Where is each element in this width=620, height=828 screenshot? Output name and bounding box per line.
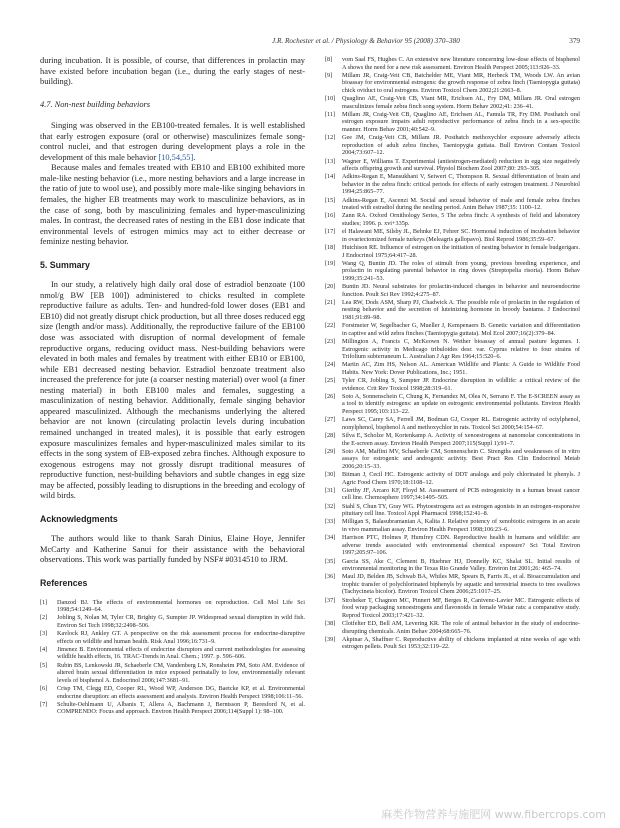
- running-head: J.R. Rochester et al. / Physiology & Behavior 95 (2008) 370–380: [272, 37, 460, 45]
- paragraph-singing-text: Singing was observed in the EB100-treated females. It is well established that early estrogen exposure (oral or otherwise) masculinizes female song-control nuclei, and that estrogen during development plays a role in the development of this male behavior: [40, 121, 305, 162]
- reference-item: [325, 573, 580, 596]
- reference-text: Clotfelter ED, Bell AM, Levering KR. The role of animal behavior in the study of endocrine-disrupting chemicals. Anim Behav 2004;68:665–76.: [342, 620, 580, 635]
- reference-number: [7]: [40, 700, 48, 708]
- paragraph-acknowledgments: The authors would like to thank Sarah Dinius, Elaine Hoye, Jennifer McCarty and Katherine Sanui for their assistance with the behavioral observations. This work was partially funded by NSF# #0314510 to JRM.: [40, 534, 305, 565]
- watermark: 麻类作物营养与施肥网 www.fibercrops.com: [381, 808, 606, 821]
- reference-text: Akpinar A, Shaffner C. Reproductive ability of chickens implanted at nine weeks of age with estrogen pellets. Poult Sci 1953;32:119–22.: [342, 635, 580, 651]
- reference-text: Milligan S, Balasubramanian A, Kalita J. Relative potency of xenobiotic estrogens in an acute in vivo mammalian assay. Environ Health Perspect 1998;106:23–6.: [342, 518, 580, 533]
- reference-number: [22]: [325, 322, 336, 330]
- reference-item: [325, 299, 580, 322]
- reference-text: Gee JM, Craig-Veit CB, Millam JR. Posthatch methoxychlor exposure adversely affects reproduction of adult zebra finches, Taeniopygia guttata. Bull Environ Contam Toxicol 2004;73:607–12.: [342, 134, 580, 157]
- reference-item: [40, 662, 305, 685]
- reference-number: [19]: [325, 259, 336, 267]
- reference-number: [16]: [325, 212, 336, 220]
- reference-text: el Halawani ME, Silsby JL, Behnke EJ, Fehrer SC. Hormonal induction of incubation behavior in ovariectomized female turkeys (Meleagris gallopavo). Biol Reprod 1986;35:59–67.: [342, 228, 580, 243]
- reference-text: Zann RA. Oxford Ornithology Series, 5 The zebra finch: A synthesis of field and laboratory studies; 1996. p. xvi+335p.: [342, 212, 580, 227]
- reference-text: Jimenez B. Environmental effects of endocrine disruptors and current methodologies for assessing wildlife health effects, 16. TRAC-Trends in Anal. Chem.; 1997. p. 596–606.: [57, 645, 305, 661]
- reference-text: Jobling S, Nolan M, Tyler CR, Brighty G, Sumpter JP. Widespread sexual disruption in wild fish. Environ Sci Tech 1998;32:2498–506.: [57, 614, 305, 629]
- reference-number: [23]: [325, 338, 336, 345]
- reference-text: Stroheker T, Chagnon MC, Pinnert MF, Berges R, Canivenc-Lavier MC. Estrogenic effects of food wrap packaging xenoestrogens and flavonoids in female Wistar rats: a comparative study. Reprod Toxicol 2003;17:421–32.: [342, 596, 580, 619]
- reference-item: [325, 56, 580, 71]
- reference-item: [40, 646, 305, 661]
- reference-item: [325, 283, 580, 298]
- reference-text: Crisp TM, Clegg ED, Cooper RL, Wood WP, Anderson DG, Baetcke KP, et al. Environmental endocrine disruption: an effects assessment and analysis. Environ Health Perspect 1998;106:11–56.: [57, 684, 305, 700]
- reference-text: Buntin JD. Neural substrates for prolactin-induced changes in behavior and neuroendocrine function. Poult Sci Rev 1992;4:275–87.: [342, 283, 580, 298]
- reference-text: Schulte-Oehlmann U, Albanis T, Allera A, Bachmann J, Berntsson P, Beresford N, et al. COMPRENDO: Focus and approach. Environ Health Perspect 2006;114(Suppl 1): 98–100.: [57, 700, 305, 716]
- reference-text: Lea RW, Dods ASM, Sharp PJ, Chadwick A. The possible role of prolactin in the regulation of nesting behavior and the secretion of luteinizing hormone in broody bantams. J Endocrinol 1981;91:89–98.: [342, 298, 580, 321]
- reference-item: [325, 197, 580, 212]
- reference-text: Laws SC, Carey SA, Ferrell JM, Bodman GJ, Cooper RL. Estrogenic activity of octylphenol, nonylphenol, bisphenol A and methoxychlor in rats. Toxicol Sci 2000;54:154–67.: [342, 416, 580, 431]
- reference-item: [325, 636, 580, 651]
- reference-text: Tyler CR, Jobling S, Sumpter JP. Endocrine disruption in wildlife: a critical review of the evidence. Crit Rev Toxicol 1998;28:319–61.: [342, 377, 580, 392]
- reference-item: [40, 630, 305, 645]
- reference-item: [325, 432, 580, 447]
- reference-number: [39]: [325, 635, 336, 643]
- reference-number: [4]: [40, 645, 48, 653]
- reference-number: [29]: [325, 447, 336, 455]
- reference-item: [325, 111, 580, 134]
- reference-text: Bitman J, Cecil HC. Estrogenic activity of DDT analogs and poly chlorinated bi phenyls. J Agric Food Chem 1970;18:1108–12.: [342, 471, 580, 486]
- reference-text: Garcia SS, Ake C, Clement B, Huebner HJ, Donnelly KC, Shalat SL. Initial results of environmental monitoring in the Texas Rio Grande Valley. Environ Int 2001;26: 465–74.: [342, 557, 580, 573]
- reference-number: [18]: [325, 244, 336, 251]
- reference-item: [325, 72, 580, 95]
- reference-number: [21]: [325, 298, 336, 306]
- reference-item: [325, 377, 580, 392]
- reference-item: [325, 416, 580, 431]
- reference-text: Adkins-Regan E, Ascenzi M. Social and sexual behavior of male and female zebra finches treated with estradiol during the nestling period. Anim Behav 1987;35: 1100–12.: [342, 196, 580, 212]
- reference-text: Martin AC, Zim HS, Nelson AL. American Wildlife and Plants: A Guide to Wildlife Food Habits. New York: Dover Publications, Inc.; 1951.: [342, 361, 580, 376]
- reference-item: [325, 361, 580, 376]
- reference-item: [325, 393, 580, 416]
- running-header: [40, 37, 580, 51]
- reference-number: [37]: [325, 596, 336, 604]
- paragraph-singing-end: .: [193, 152, 196, 162]
- paragraph-summary: In our study, a relatively high daily oral dose of estradiol benzoate (100 nmol/g BW [EB 100]) administered to chicks resulted in complete reproductive failure as adults. Ten- and hundred-fold lower doses (EB1 and EB10) did not greatly disrupt chick production, but all three doses reduced egg size (length and/or mass). Additionally, the reproductive failure of the EB100 dose was associated with disruption of normal development of female reproductive organs, reducing oviduct mass. Nest-building behaviors were elevated in both males and females by treatment with either EB10 or EB100, while EB1 decreased nesting behavior. Estradiol benzoate treatment also increased the preference for jute (a coarser nesting material) over wool (a finer nesting material) in both EB100 males and females, suggesting a masculinization of nesting behavior. Additionally, female singing behavior appeared masculinized. Although the mechanisms underlying the altered behavior are not known (circulating prolactin levels during incubation remained unchanged in treated males), it is possible that early estrogen exposure masculinizes females and hyper-masculinized males similar to its effects in the song system of EB-exposed zebra finches. Although exposure to exogenous estrogens may not grossly disrupt traditional measures of reproductive function, nest-building behaviors and subtle changes in egg size may be affected, possibly leading to disruptions in the breeding and ecology of wild birds.: [40, 280, 305, 501]
- reference-number: [27]: [325, 416, 336, 424]
- reference-text: Wang Q, Buntin JD. The roles of stimuli from young, previous breeding experience, and prolactin in regulating parental behavior in ring doves (Streptopelia risoria). Horm Behav 1999;35:241–53.: [342, 259, 580, 282]
- reference-number: [26]: [325, 392, 336, 400]
- reference-item: [325, 503, 580, 518]
- reference-item: [325, 620, 580, 635]
- citation-link[interactable]: [10,54,55]: [158, 152, 194, 162]
- reference-text: Soto A, Sonnenschein C, Chung K, Fernandez M, Olea N, Serrano F. The E-SCREEN assay as a tool to identify estrogens: an update on estrogenic environmental pollutants. Environ Health Perspect 1995;103:113–22.: [342, 392, 580, 415]
- reference-number: [30]: [325, 471, 336, 479]
- paragraph-singing: [40, 121, 305, 163]
- reference-number: [6]: [40, 684, 48, 692]
- section-heading-references: References: [40, 577, 88, 588]
- left-column: [40, 56, 305, 717]
- reference-item: [325, 534, 580, 557]
- reference-number: [28]: [325, 432, 336, 439]
- reference-text: Rubin BS, Lenkowski JR, Schaeberle CM, Vandenberg LN, Ronsheim PM, Soto AM. Evidence of altered brain sexual differentiation in mice exposed perinatally to low, environmentally relevant levels of bisphenol A. Endocrinol 2006;147:3681–91.: [57, 661, 305, 684]
- reference-item: [325, 322, 580, 337]
- reference-text: Quaglino AE, Craig-Veit CB, Viant MR, Erichsen AL, Fry DM, Millam JR. Oral estrogen masculinizes female zebra finch song system. Horm Behav 2002;41: 236–41.: [342, 95, 580, 110]
- reference-text: Adkins-Regan E, Mansukhani V, Seiwert C, Thompson R. Sexual differentiation of brain and behavior in the zebra finch: critical periods for effects of early estrogen treatment. J Neurobiol 1994;25:865–77.: [342, 173, 580, 196]
- reference-text: Kavlock RJ, Ankley GT. A perspective on the risk assessment process for endocrine-disruptive effects on wildlife and human health. Risk Anal 1996;16:731–9.: [57, 630, 305, 645]
- reference-text: Soto AM, Maffini MV, Schaeberle CM, Sonnenschein C. Strengths and weaknesses of in vitro assays for estrogenic and androgenic activity. Best Pract Res Clin Endocrinol Metab 2006;20:15–33.: [342, 447, 580, 470]
- reference-number: [1]: [40, 598, 48, 606]
- reference-list-left: [40, 599, 305, 716]
- reference-item: [325, 597, 580, 620]
- reference-item: [325, 487, 580, 502]
- reference-text: Stahl S, Chun TY, Gray WG. Phytoestrogens act as estrogen agonists in an estrogen-responsive pituitary cell line. Toxicol Appl Pharmacol 1998;152:41–8.: [342, 502, 580, 518]
- section-heading-acknowledgments: Acknowledgments: [40, 513, 118, 524]
- reference-item: [325, 95, 580, 110]
- reference-number: [14]: [325, 173, 336, 181]
- reference-text: Millington A, Francis C, McKeown N. Wether bioassay of annual pasture legumes. I. Estrogenic activity in Medicago tribuloides desr. var. Cyprus relative to four strains of Trifolium subterraneum L. Australian J Agr Res 1964;15:520–6.: [342, 338, 580, 361]
- reference-text: Harrison PTC, Holmes P, Humfrey CDN. Reproductive health in humans and wildlife: are adverse trends associated with environmental chemical exposure? Sci Total Environ 1997;205:97–106.: [342, 534, 580, 557]
- reference-item: [325, 338, 580, 361]
- reference-number: [34]: [325, 534, 336, 542]
- reference-item: [325, 518, 580, 533]
- reference-text: vom Saal FS, Hughes C. An extensive new literature concerning low-dose effects of bisphenol A shows the need for a new risk assessment. Environ Health Perspect 2005;113:926–33.: [342, 56, 580, 71]
- reference-number: [32]: [325, 502, 336, 510]
- reference-number: [2]: [40, 614, 48, 622]
- reference-text: Maul JD, Belden JB, Schwab BA, Whiles MR, Spears B, Farris JL, et al. Bioaccumulation and trophic transfer of polychlorinated biphenyls by aquatic and terrestrial insects to tree swallows (Tachycineta bicolor). Environ Toxicol Chem 2006;25:1017–25.: [342, 573, 580, 596]
- reference-item: [40, 685, 305, 700]
- reference-number: [25]: [325, 377, 336, 385]
- reference-number: [5]: [40, 661, 48, 669]
- reference-number: [35]: [325, 557, 336, 565]
- reference-text: Forstmeier W, Segelbacher G, Mueller J, Kempenaers B. Genetic variation and differentiation in captive and wild zebra finches (Taeniopygia guttata). Mol Ecol 2007;16(2):379–84.: [342, 322, 580, 337]
- section-heading-4-7: 4.7. Non-nest building behaviors: [40, 99, 151, 109]
- reference-item: [325, 134, 580, 157]
- reference-number: [11]: [325, 110, 336, 118]
- reference-number: [17]: [325, 228, 336, 236]
- reference-number: [33]: [325, 518, 336, 526]
- section-heading-summary: 5. Summary: [40, 259, 90, 270]
- reference-number: [31]: [325, 486, 336, 494]
- reference-text: Wagner E, Williams T. Experimental (antiestrogen-mediated) reduction in egg size negatively affects offspring growth and survival. Physiol Biochem Zool 2007;80: 293–305.: [342, 157, 580, 173]
- reference-item: [40, 614, 305, 629]
- reference-item: [325, 471, 580, 486]
- reference-number: [36]: [325, 573, 336, 581]
- reference-text: Gierthy JF, Arcaro KF, Floyd M. Assessment of PCB estrogenicity in a human breast cancer cell line. Chemosphere 1997;34:1495–505.: [342, 486, 580, 502]
- page-number: 379: [569, 37, 580, 45]
- right-column: [325, 56, 580, 652]
- reference-item: [325, 244, 580, 259]
- reference-list-right: [325, 56, 580, 651]
- reference-number: [8]: [325, 56, 333, 63]
- paragraph-incubation: during incubation. It is possible, of course, that differences in prolactin may have existed before incubation began (i.e., during the early stages of nest-building).: [40, 56, 305, 87]
- reference-item: [325, 260, 580, 283]
- reference-item: [325, 228, 580, 243]
- reference-text: Hutchison RE. Influence of estrogen on the initiation of nesting behavior in female budgerigars. J Endocrinol 1975;64:417–28.: [342, 244, 580, 259]
- reference-item: [325, 173, 580, 196]
- reference-number: [38]: [325, 620, 336, 627]
- reference-item: [325, 558, 580, 573]
- reference-number: [12]: [325, 134, 336, 142]
- reference-number: [24]: [325, 361, 336, 369]
- reference-number: [10]: [325, 95, 336, 103]
- reference-number: [15]: [325, 196, 336, 204]
- reference-item: [325, 212, 580, 227]
- reference-item: [325, 448, 580, 471]
- paragraph-masculinization: Because males and females treated with EB10 and EB100 exhibited more male-like nesting behavior (i.e., more nesting behaviors and a large increase in the ratio of jute to wool use), and possibly more male-like singing behaviors in females, the higher EB treatments may work to masculinize behaviors, as in the case of song, both by masculinizing females and hyper-masculinizing males. In contrast, the decreased rates of nesting in the EB1 dose indicate that environmental levels of estrogen mimics may act to either decrease or feminize nesting behavior.: [40, 163, 305, 247]
- reference-number: [20]: [325, 283, 336, 291]
- reference-number: [3]: [40, 630, 48, 638]
- reference-text: Silva E, Scholze M, Kortenkamp A. Activity of xenoestrogens at nanomolar concentrations in the E-screen assay. Environ Health Perspect 2007;115(Suppl 1):91–7.: [342, 432, 580, 447]
- reference-text: Millam JR, Craig-Veit CB, Batchelder ME, Viant MR, Herbeck TM, Woods LW. An avian bioassay for environmental estrogens: the growth response of zebra finch (Taeniopygia guttata) chick oviduct to oral estrogens. Environ Toxicol Chem 2002;21:2663–8.: [342, 71, 580, 94]
- reference-text: Danzod BJ. The effects of environmental hormones on reproduction. Cell Mol Life Sci 1998;54:1249–64.: [57, 598, 305, 614]
- reference-number: [9]: [325, 71, 333, 79]
- reference-number: [13]: [325, 157, 336, 165]
- reference-text: Millam JR, Craig-Veit CB, Quaglino AE, Erichsen AL, Famula TR, Fry DM. Posthatch oral estrogen exposure impairs adult reproductive performance of zebra finch in a sex-specific manner. Horm Behav 2001;40:542–9.: [342, 110, 580, 133]
- reference-item: [40, 701, 305, 716]
- reference-item: [325, 158, 580, 173]
- reference-item: [40, 599, 305, 614]
